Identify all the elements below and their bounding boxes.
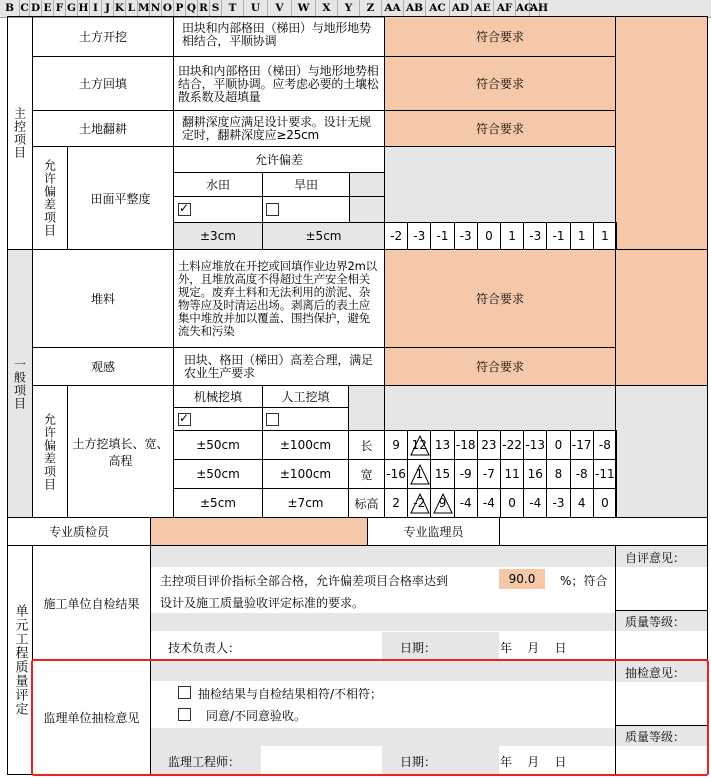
- column-header-k[interactable]: K: [114, 0, 126, 17]
- item-result: 符合要求: [475, 30, 524, 44]
- opt-machine-label: 机械挖填: [193, 390, 242, 404]
- tol-paddy: [173, 222, 263, 250]
- column-header-g[interactable]: G: [66, 0, 78, 17]
- earthwork-measure[interactable]: -22: [500, 430, 524, 460]
- supervision-title: 监理单位抽检意见: [43, 711, 140, 725]
- item-name: 土方回填: [78, 77, 127, 91]
- tol-manual: ±100cm: [262, 430, 349, 460]
- general-right-cell: [615, 249, 708, 386]
- column-header-ah[interactable]: AH: [530, 0, 540, 17]
- tol-machine: ±50cm: [173, 459, 263, 489]
- opt-dry-check-cell: [262, 196, 350, 223]
- earthwork-measure[interactable]: [407, 430, 431, 460]
- marked-value: 9: [438, 496, 447, 510]
- blank-cell: [349, 172, 385, 197]
- sup-date-text: 日期：: [400, 755, 437, 769]
- column-header-c[interactable]: C: [20, 0, 30, 17]
- blank-cell: [349, 196, 385, 223]
- opt-machine: [173, 385, 263, 408]
- self-check-line1-end: [560, 572, 607, 589]
- column-header-z[interactable]: Z: [360, 0, 382, 17]
- self-opinion-label: [625, 549, 685, 566]
- flatness-measure[interactable]: -1: [546, 222, 570, 250]
- self-grade-label: [625, 613, 685, 630]
- earthwork-measure[interactable]: 23: [477, 430, 501, 460]
- item-standard-cell: [173, 110, 385, 147]
- flatness-measure[interactable]: -1: [430, 222, 454, 250]
- earthwork-measure[interactable]: -8: [593, 430, 617, 460]
- self-date-label: [400, 639, 436, 656]
- item-result-cell[interactable]: [384, 249, 616, 348]
- supervisor-text: 专业监理员: [403, 525, 464, 539]
- tech-label-text: 技术负责人：: [168, 641, 241, 655]
- item-standard-cell: [173, 16, 385, 57]
- column-header-ad[interactable]: AD: [450, 0, 472, 17]
- column-header-l[interactable]: L: [126, 0, 138, 17]
- self-opinion-text: 自评意见：: [625, 551, 686, 565]
- column-header-q[interactable]: Q: [186, 0, 198, 17]
- flatness-header-text: 允许偏差: [254, 153, 303, 167]
- warning-triangle-icon: [409, 461, 431, 487]
- self-check-line1b-text: %；符合: [560, 574, 608, 588]
- column-header-j[interactable]: J: [102, 0, 114, 17]
- main-right-cell: [615, 16, 708, 250]
- earthwork-measure[interactable]: -9: [454, 459, 478, 489]
- item-name-cell: [32, 347, 174, 386]
- section-unit-label: [7, 545, 33, 775]
- opt-dry: [262, 172, 350, 197]
- column-header-p[interactable]: P: [174, 0, 186, 17]
- supervisor-input[interactable]: [499, 517, 708, 546]
- dry-checkbox[interactable]: [266, 203, 279, 216]
- column-header-d[interactable]: D: [30, 0, 42, 17]
- earthwork-measure[interactable]: 8: [546, 459, 570, 489]
- supervisor-label: [367, 517, 500, 546]
- flatness-measure-head: [384, 146, 616, 223]
- column-header-t[interactable]: T: [222, 0, 244, 17]
- quality-inspector-label: [7, 517, 151, 546]
- earthwork-measure[interactable]: [430, 488, 454, 518]
- column-header-h[interactable]: H: [78, 0, 90, 17]
- self-check-title-cell: [32, 545, 151, 661]
- allowance-text-2: 允许偏差项目: [42, 412, 57, 491]
- item-standard: 田块和内部格田（梯田）与地形地势相结合，平顺协调。应考虑必要的土壤松散系数及超填量: [178, 64, 379, 104]
- column-header-ag[interactable]: AG: [516, 0, 530, 17]
- item-standard-cell: [173, 56, 385, 111]
- tol-manual: ±100cm: [262, 459, 349, 489]
- item-name: 土地翻耕: [78, 122, 127, 136]
- self-check-title: 施工单位自检结果: [43, 596, 140, 611]
- flatness-measure[interactable]: -3: [523, 222, 547, 250]
- pass-rate-value: 90.0: [508, 572, 536, 586]
- flatness-measure[interactable]: -3: [454, 222, 478, 250]
- column-header-x[interactable]: X: [316, 0, 338, 17]
- allowance-label-1: [32, 146, 68, 250]
- section-general-label: [7, 249, 33, 518]
- column-header-y[interactable]: Y: [338, 0, 360, 17]
- engineer-text: 监理工程师：: [168, 755, 241, 769]
- earthwork-measure[interactable]: [407, 488, 431, 518]
- column-header-ac[interactable]: AC: [426, 0, 450, 17]
- self-check-top-band: [151, 546, 615, 567]
- tol-dry: [262, 222, 385, 250]
- paddy-checkbox[interactable]: [178, 203, 191, 216]
- self-date-text: 日期：: [400, 641, 437, 655]
- column-header-r[interactable]: R: [198, 0, 210, 17]
- opt-dry-label: 旱田: [293, 178, 318, 192]
- sup-grade-text: 质量等级：: [625, 730, 686, 744]
- sup-opinion-text: 抽检意见：: [625, 666, 686, 680]
- tol-machine: ±5cm: [173, 488, 263, 518]
- marked-value: -2: [413, 496, 426, 510]
- approval-text: 同意/不同意验收。: [206, 709, 307, 723]
- flatness-measure[interactable]: 1: [593, 222, 617, 250]
- earthwork-measure-head: [384, 385, 616, 431]
- item-name: 土方开挖: [78, 30, 127, 44]
- earthwork-measure[interactable]: 9: [384, 430, 408, 460]
- item-name-cell: [32, 56, 174, 111]
- earthwork-measure[interactable]: -4: [454, 488, 478, 518]
- section-main-text: 主控项目: [12, 107, 27, 159]
- earthwork-measure[interactable]: -8: [570, 459, 594, 489]
- earthwork-measure[interactable]: -17: [570, 430, 594, 460]
- item-name: 堆料: [90, 292, 115, 306]
- column-header-e[interactable]: E: [42, 0, 54, 17]
- opt-machine-check-cell: [173, 407, 263, 431]
- consistency-text: 抽检结果与自检结果相符/不相符；: [198, 687, 383, 701]
- highlight-box: [31, 659, 709, 776]
- column-header-ae[interactable]: AE: [472, 0, 494, 17]
- section-general-text: 一般项目: [12, 357, 27, 410]
- blank-cell: [348, 385, 385, 431]
- allowance-label-2: [32, 385, 68, 518]
- allowance-text-1: 允许偏差项目: [42, 159, 57, 237]
- item-standard: 田块、格田（梯田）高差合理，满足农业生产要求: [184, 353, 373, 380]
- item-standard: 翻耕深度应满足设计要求。设计无规定时，翻耕深度应≥25cm: [182, 115, 371, 142]
- sup-date-ymd: 年 月 日: [500, 755, 567, 769]
- earthwork-name: 土方挖填长、宽、高程: [72, 436, 169, 468]
- flatness-measure[interactable]: 1: [500, 222, 524, 250]
- item-standard-cell: [173, 347, 385, 386]
- earthwork-measure[interactable]: 13: [430, 430, 454, 460]
- earthwork-measure[interactable]: 0: [546, 430, 570, 460]
- opt-manual-label: 人工挖填: [281, 390, 330, 404]
- flatness-measure[interactable]: 1: [570, 222, 594, 250]
- earthwork-measure[interactable]: -13: [523, 430, 547, 460]
- earthwork-measure[interactable]: -7: [477, 459, 501, 489]
- earthwork-measure[interactable]: 4: [570, 488, 594, 518]
- marked-value: 12: [411, 438, 427, 452]
- item-name-cell: [32, 110, 174, 147]
- column-header-ab[interactable]: AB: [404, 0, 426, 17]
- column-header-i[interactable]: I: [90, 0, 102, 17]
- item-standard: 田块和内部格田（梯田）与地形地势相结合，平顺协调: [182, 21, 371, 48]
- earthwork-measure[interactable]: 15: [430, 459, 454, 489]
- item-name-cell: [32, 16, 174, 57]
- earthwork-measure[interactable]: 11: [500, 459, 524, 489]
- item-standard-cell: [173, 249, 385, 348]
- item-result-cell[interactable]: [384, 56, 616, 111]
- flatness-name-cell: [67, 146, 174, 250]
- warning-triangle-icon: [409, 432, 431, 458]
- earthwork-measure[interactable]: [407, 459, 431, 489]
- column-header-s[interactable]: S: [210, 0, 222, 17]
- column-header-o[interactable]: O: [162, 0, 174, 17]
- earthwork-measure[interactable]: 2: [384, 488, 408, 518]
- opt-paddy-check-cell: [173, 196, 263, 223]
- earthwork-right-cell: [615, 385, 708, 518]
- measure-label: 宽: [348, 459, 385, 489]
- earthwork-measure[interactable]: -16: [384, 459, 408, 489]
- flatness-name: 田面平整度: [90, 191, 151, 206]
- item-result: 符合要求: [475, 122, 524, 136]
- self-date-value[interactable]: [500, 639, 567, 656]
- item-result: 符合要求: [475, 77, 524, 91]
- column-header-m[interactable]: M: [138, 0, 150, 17]
- earthwork-measure[interactable]: -3: [546, 488, 570, 518]
- self-check-mid-band: [151, 613, 615, 631]
- earthwork-measure[interactable]: 16: [523, 459, 547, 489]
- column-header-f[interactable]: F: [54, 0, 66, 17]
- flatness-measure[interactable]: -3: [407, 222, 431, 250]
- column-header-aa[interactable]: AA: [382, 0, 404, 17]
- earthwork-measure[interactable]: 0: [500, 488, 524, 518]
- column-header-v[interactable]: V: [268, 0, 292, 17]
- tol-machine: ±50cm: [173, 430, 263, 460]
- section-unit-text: 单元工程质量评定: [12, 604, 28, 716]
- tol-manual: ±7cm: [262, 488, 349, 518]
- self-check-line2: [160, 594, 364, 611]
- warning-triangle-icon: [409, 490, 431, 516]
- earthwork-measure[interactable]: -18: [454, 430, 478, 460]
- column-header-af[interactable]: AF: [494, 0, 516, 17]
- self-check-line2-text: 设计及施工质量验收评定标准的要求。: [160, 596, 365, 610]
- opt-manual: [262, 385, 349, 408]
- self-grade-text: 质量等级：: [625, 615, 686, 629]
- column-header-b[interactable]: B: [0, 0, 20, 17]
- marked-value: 1: [415, 467, 424, 481]
- quality-inspector-input[interactable]: [150, 517, 368, 546]
- tech-signature-input[interactable]: [262, 632, 382, 660]
- earthwork-measure[interactable]: -4: [523, 488, 547, 518]
- quality-inspector-text: 专业质检员: [48, 525, 109, 539]
- flatness-measure[interactable]: 0: [477, 222, 501, 250]
- self-check-line1-text: 主控项目评价指标全部合格，允许偏差项目合格率达到: [160, 574, 449, 588]
- self-date-ymd: 年 月 日: [500, 641, 567, 655]
- measure-label: 长: [348, 430, 385, 460]
- warning-triangle-icon: [432, 490, 454, 516]
- tol-dry-text: ±5cm: [305, 229, 342, 243]
- earthwork-measure[interactable]: -11: [593, 459, 617, 489]
- item-result-cell[interactable]: [384, 110, 616, 147]
- self-check-line1: [160, 572, 448, 589]
- item-result: 符合要求: [475, 360, 524, 374]
- opt-paddy-label: 水田: [205, 178, 230, 192]
- item-standard: 土料应堆放在开挖或回填作业边界2m以外，且堆放高度不得超过生产安全相关规定。废弃土料和无法利用的淤泥、杂物等应及时清运出场。剥离后的表土应集中堆放并加以覆盖、围挡保护，避免流失和污染: [178, 259, 377, 338]
- machine-checkbox[interactable]: [178, 413, 191, 426]
- earthwork-measure[interactable]: 0: [593, 488, 617, 518]
- opt-paddy: [173, 172, 263, 197]
- item-result-cell[interactable]: [384, 347, 616, 386]
- opt-manual-check-cell: [262, 407, 349, 431]
- item-result: 符合要求: [475, 292, 524, 306]
- earthwork-name-cell: [67, 385, 174, 518]
- column-header-n[interactable]: N: [150, 0, 162, 17]
- column-header-u[interactable]: U: [244, 0, 268, 17]
- measure-label: 标高: [348, 488, 385, 518]
- item-result-cell[interactable]: [384, 16, 616, 57]
- item-name-cell: [32, 249, 174, 348]
- pass-rate-input[interactable]: [499, 569, 545, 589]
- section-main-label: [7, 16, 33, 250]
- manual-checkbox[interactable]: [266, 413, 279, 426]
- item-name: 观感: [90, 360, 115, 374]
- earthwork-measure[interactable]: -4: [477, 488, 501, 518]
- tech-label: [168, 639, 240, 656]
- column-header-w[interactable]: W: [292, 0, 316, 17]
- flatness-header: [173, 146, 385, 173]
- tol-paddy-text: ±3cm: [200, 229, 236, 243]
- flatness-measure[interactable]: -2: [384, 222, 408, 250]
